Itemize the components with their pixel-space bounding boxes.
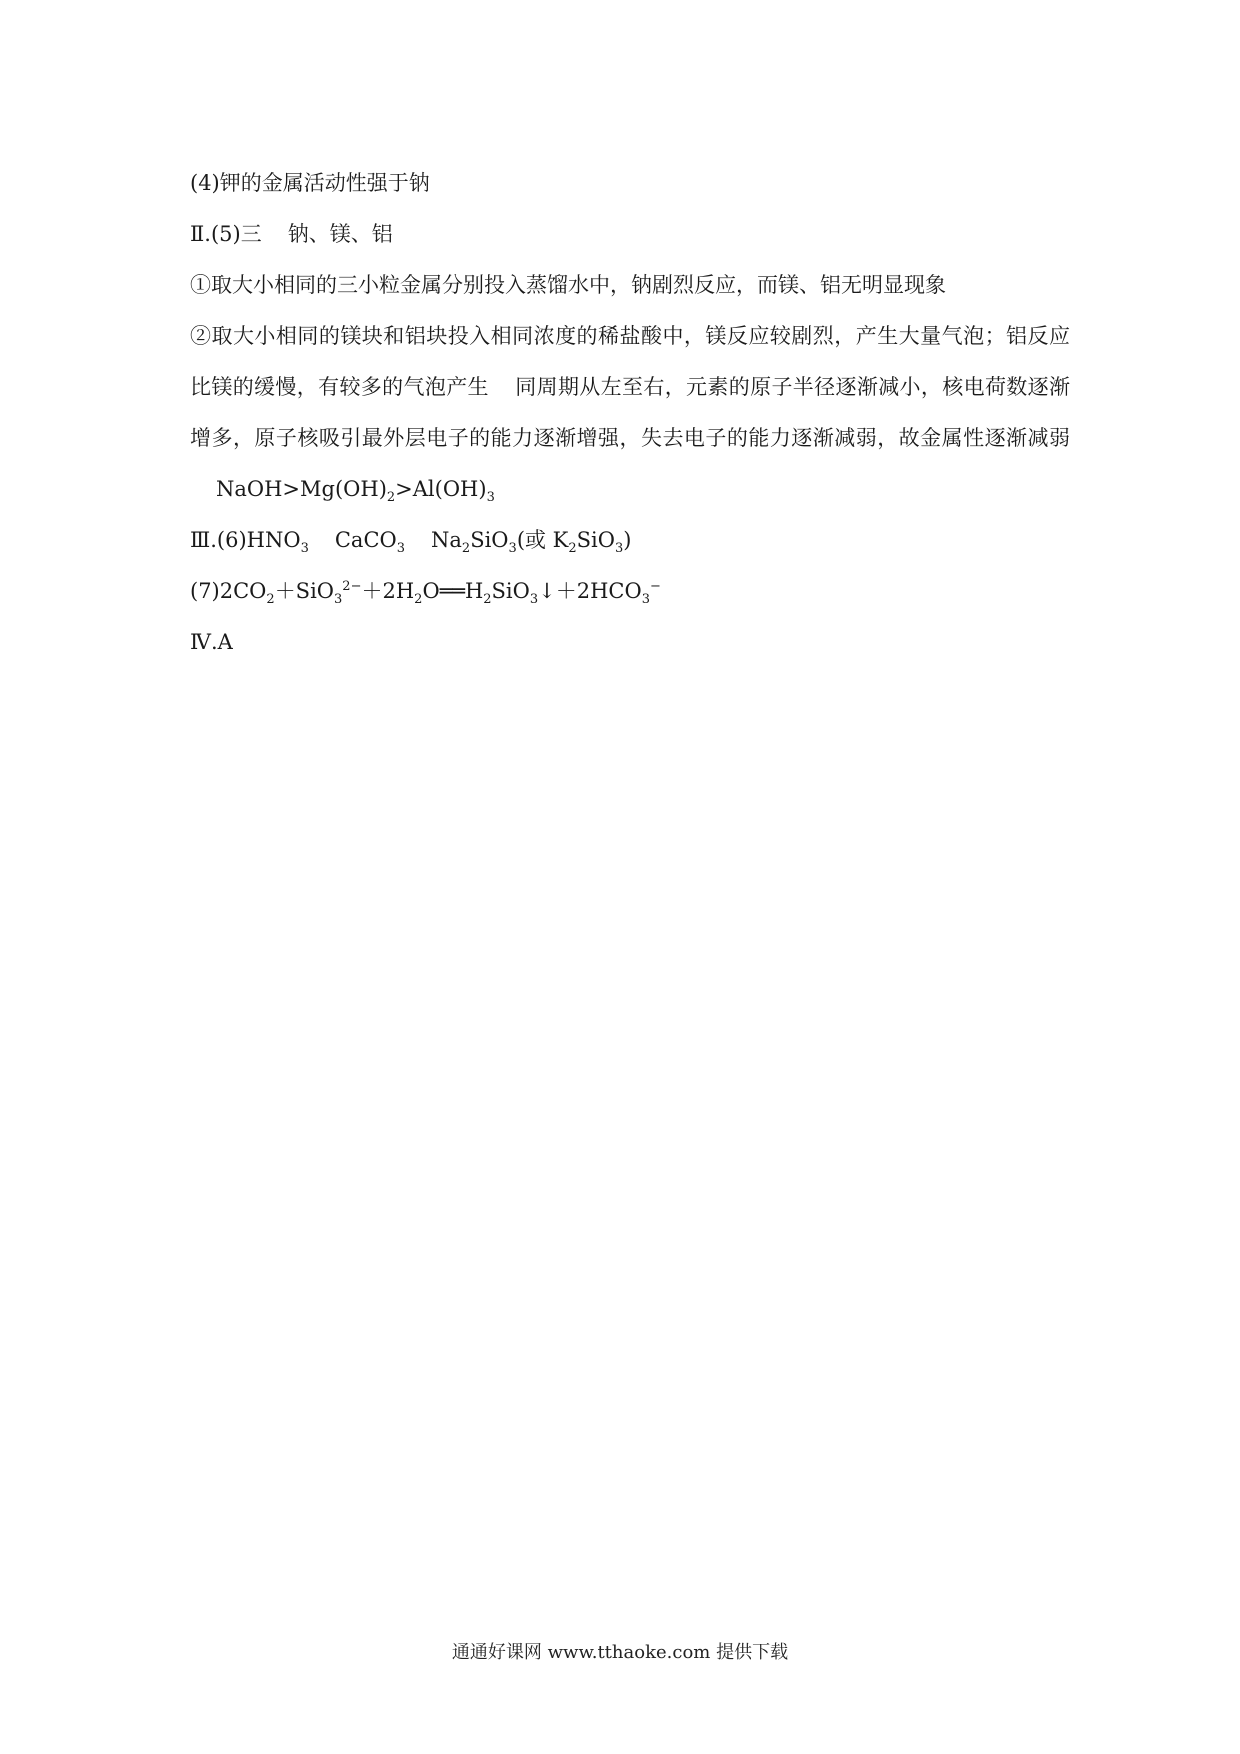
text: 同周期从左至右，元素的原子半径逐渐减小，核电荷数逐渐增多，原子核吸引最外层电子的能力逐渐增强，失去电子的能力逐渐减弱，故金属性逐渐减弱	[190, 375, 1071, 450]
answer-line-iv	[190, 617, 1070, 668]
answer-line-5-1	[190, 260, 1070, 311]
text: ②取大小相同的镁块和铝块投入相同浓度的稀盐酸中，镁反应较剧烈，产生大量气泡；铝反应比镁的缓慢，有较多的气泡产生	[190, 324, 1070, 399]
answer-line-6: $Ⅲ.(6)HNO_3$ CaCO$_3$ $Na_2SiO_3$(或 $K_2SiO_3$)	[190, 528, 632, 557]
formula: $NaOH>Mg(OH)_2>Al(OH)_3$	[216, 477, 495, 506]
answer-paragraph-5-2	[190, 311, 1070, 515]
answer-line-4	[190, 158, 1070, 209]
text: Ⅱ.(5)三	[190, 222, 262, 246]
text: ①取大小相同的三小粒金属分别投入蒸馏水中，钠剧烈反应，而镁、铝无明显现象	[190, 273, 946, 297]
answer-line-5	[190, 209, 1070, 260]
text: 钠、镁、铝	[287, 222, 393, 246]
answer-content	[190, 158, 1070, 668]
page-footer: 通通好课网 www.tthaoke.com 提供下载	[451, 1642, 789, 1663]
text: Ⅳ.A	[190, 630, 233, 654]
text: (4)钾的金属活动性强于钠	[190, 171, 430, 195]
answer-line-7-equation: $(7)2CO_2+SiO_3^{2-}+2H_2O══H_2SiO_3↓+2HCO_3^-$	[190, 579, 661, 608]
